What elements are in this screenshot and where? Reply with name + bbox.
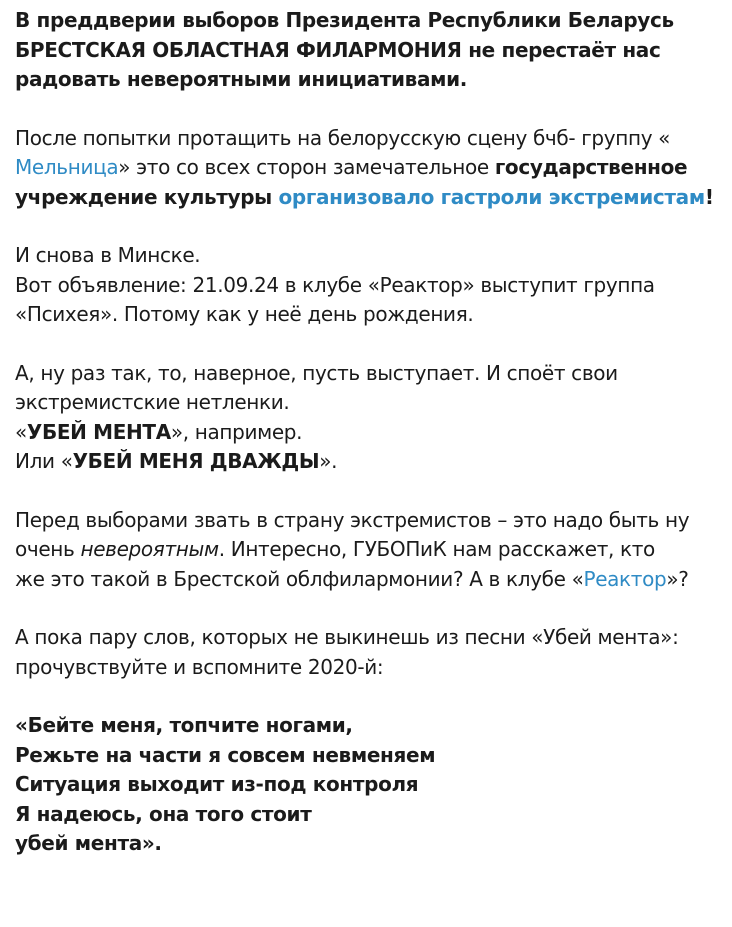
lyrics-intro-line-1: А пока пару слов, которых не выкинешь из песни «Убей мента»: [15, 625, 679, 649]
songs-line-1: А, ну раз так, то, наверное, пусть выступает. И споёт свои [15, 360, 618, 385]
paragraph-lyrics-intro [15, 623, 716, 682]
songs-line-3-text: », например. [170, 419, 303, 444]
elections-line-1: Перед выборами звать в страну экстремистов – это надо быть ну [15, 507, 690, 532]
intro-line-3: радовать невероятными инициативами. [15, 67, 468, 91]
elections-line-3-text: же это такой в Брестской облфилармонии? А в клубе « [15, 566, 584, 591]
paragraph-elections [15, 506, 716, 595]
songs-line-4 [15, 447, 716, 477]
incredible-word: невероятным [80, 537, 219, 561]
minsk-line-2: Вот объявление: 21.09.24 в клубе «Реактор» выступит группа [15, 272, 655, 297]
lyrics-line-2: Режьте на части я совсем невменяем [15, 742, 436, 767]
reaktor-link[interactable]: Реактор [583, 566, 667, 591]
lyrics-line-3: Ситуация выходит из-под контроля [15, 772, 419, 796]
paragraph-lyrics [15, 711, 716, 859]
melnitsa-line-1: После попытки протащить на белорусскую сцену бчб- группу « [15, 125, 671, 150]
tour-extremists-link[interactable]: организовало гастроли экстремистам [278, 184, 705, 209]
philharmonic-name: БРЕСТСКАЯ ОБЛАСТНАЯ ФИЛАРМОНИЯ [15, 37, 462, 62]
lyrics-line-1: «Бейте меня, топчите ногами, [15, 713, 353, 737]
melnitsa-line-2-text: » это со всех сторон замечательное [118, 155, 495, 179]
song-title-1: УБЕЙ МЕНТА [26, 419, 171, 444]
minsk-line-1: И снова в Минске. [15, 243, 201, 267]
intro-line-1: В преддверии выборов Президента Республики Беларусь [15, 8, 674, 32]
paragraph-melnitsa [15, 124, 716, 213]
melnitsa-line-2 [15, 153, 716, 183]
songs-line-4-suffix: ». [319, 449, 338, 473]
lyrics-intro-line-2: прочувствуйте и вспомните 2020-й: [15, 654, 384, 679]
exclamation: ! [704, 184, 714, 209]
elections-line-3-suffix: »? [666, 566, 689, 591]
songs-line-4-prefix: Или « [15, 449, 73, 473]
intro-line-2 [15, 36, 716, 66]
paragraph-intro [15, 6, 716, 95]
elections-line-2 [15, 535, 716, 565]
state-word: государственное [494, 155, 688, 179]
elections-line-3 [15, 565, 716, 595]
minsk-line-3: «Психея». Потому как у неё день рождения. [15, 302, 474, 326]
paragraph-minsk [15, 241, 716, 330]
elections-line-2-prefix: очень [15, 537, 81, 561]
quote-open: « [15, 419, 27, 444]
culture-institution: учреждение культуры [15, 184, 279, 209]
songs-line-2: экстремистские нетленки. [15, 390, 290, 414]
paragraph-songs [15, 359, 716, 477]
lyrics-line-4: Я надеюсь, она того стоит [15, 801, 312, 826]
intro-line-2-text: не перестаёт нас [461, 37, 661, 62]
elections-line-2-text: . Интересно, ГУБОПиК нам расскажет, кто [218, 537, 655, 561]
lyrics-line-5: убей мента». [15, 831, 162, 855]
melnitsa-link[interactable]: Мельница [15, 155, 119, 179]
songs-line-3 [15, 418, 716, 448]
melnitsa-line-3 [15, 183, 716, 213]
song-title-2: УБЕЙ МЕНЯ ДВАЖДЫ [72, 449, 320, 473]
